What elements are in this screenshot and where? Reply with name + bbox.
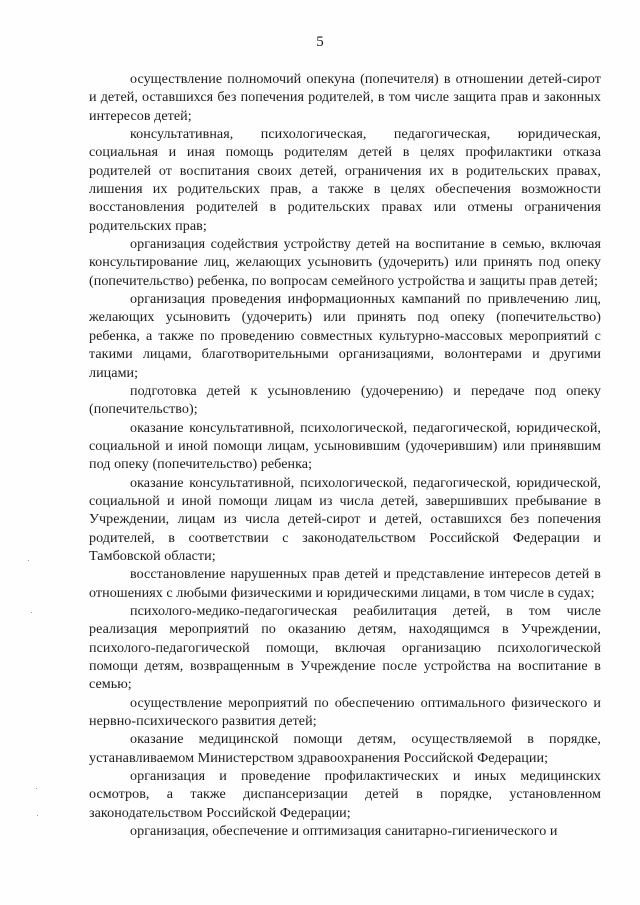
document-body <box>89 70 601 840</box>
page-number: 5 <box>316 34 324 50</box>
paragraph-adoption-preparation: подготовка детей к усыновлению (удочерению) и передаче под опеку (попечительство); <box>89 382 601 418</box>
scan-speck <box>28 560 29 561</box>
scan-speck <box>37 815 38 816</box>
paragraph-parent-assistance: консультативная, психологическая, педагогическая, юридическая, социальная и иная помощь родителям детей в целях профилактики отказа родителей от воспитания своих детей, ограничения их в родительских правах, лишения их родительских прав, а также в целях обеспечения возможности восстановления родителей в родительских правах или отмены ограничения родительских прав; <box>89 126 601 234</box>
scan-speck <box>36 788 37 789</box>
paragraph-sanitary: организация, обеспечение и оптимизация санитарно-гигиенического и <box>130 823 558 840</box>
scan-speck <box>31 612 32 613</box>
paragraph-guardianship: осуществление полномочий опекуна (попечителя) в отношении детей-сирот и детей, оставшихся без попечения родителей, в том числе защита прав и законных интересов детей; <box>89 71 601 124</box>
paragraph-medical-care: оказание медицинской помощи детям, осуществляемой в порядке, устанавливаемом Министерством здравоохранения Российской Федерации; <box>89 731 601 766</box>
paragraph-family-placement: организация содействия устройству детей на воспитание в семью, включая консультирование лиц, желающих усыновить (удочерить) или принять под опеку (попечительство) ребенка, по вопросам семейного устройства и защиты прав детей; <box>89 236 601 289</box>
paragraph-information-campaigns: организация проведения информационных кампаний по привлечению лиц, желающих усыновить (удочерить) или принять под опеку (попечительство) ребенка, а также по проведению совместных культурно-массовых мероприятий с такими лицами, благотворительными организациями, волонтерами и другими лицами; <box>89 291 601 381</box>
paragraph-development: осуществление мероприятий по обеспечению оптимального физического и нервно-психического развития детей; <box>89 694 601 730</box>
paragraph-rehabilitation: психолого-медико-педагогическая реабилитация детей, в том числе реализация мероприятий по оказанию детям, находящимся в Учреждении, психолого-педагогической помощи, включая организацию психологической помощи детям, возвращенным в Учреждение после устройства на воспитание в семью; <box>89 602 601 693</box>
paragraph-rights-restoration: восстановление нарушенных прав детей и представление интересов детей в отношениях с любыми физическими и юридическими лицами, в том числе в судах; <box>89 566 601 601</box>
paragraph-medical-exams: организация и проведение профилактических и иных медицинских осмотров, а также диспансеризации детей в порядке, установленном законодательством Российской Федерации; <box>89 768 601 821</box>
paragraph-graduate-support: оказание консультативной, психологической, педагогической, юридической, социальной и иной помощи лицам из числа детей, завершивших пребывание в Учреждении, лицам из числа детей-сирот и детей, оставшихся без попечения родителей, в соответствии с законодательством Российской Федерации и Тамбовской области; <box>89 474 601 564</box>
paragraph-adoptive-support: оказание консультативной, психологической, педагогической, юридической, социальной и иной помощи лицам, усыновившим (удочерившим) или принявшим под опеку (попечительство) ребенка; <box>89 419 601 473</box>
